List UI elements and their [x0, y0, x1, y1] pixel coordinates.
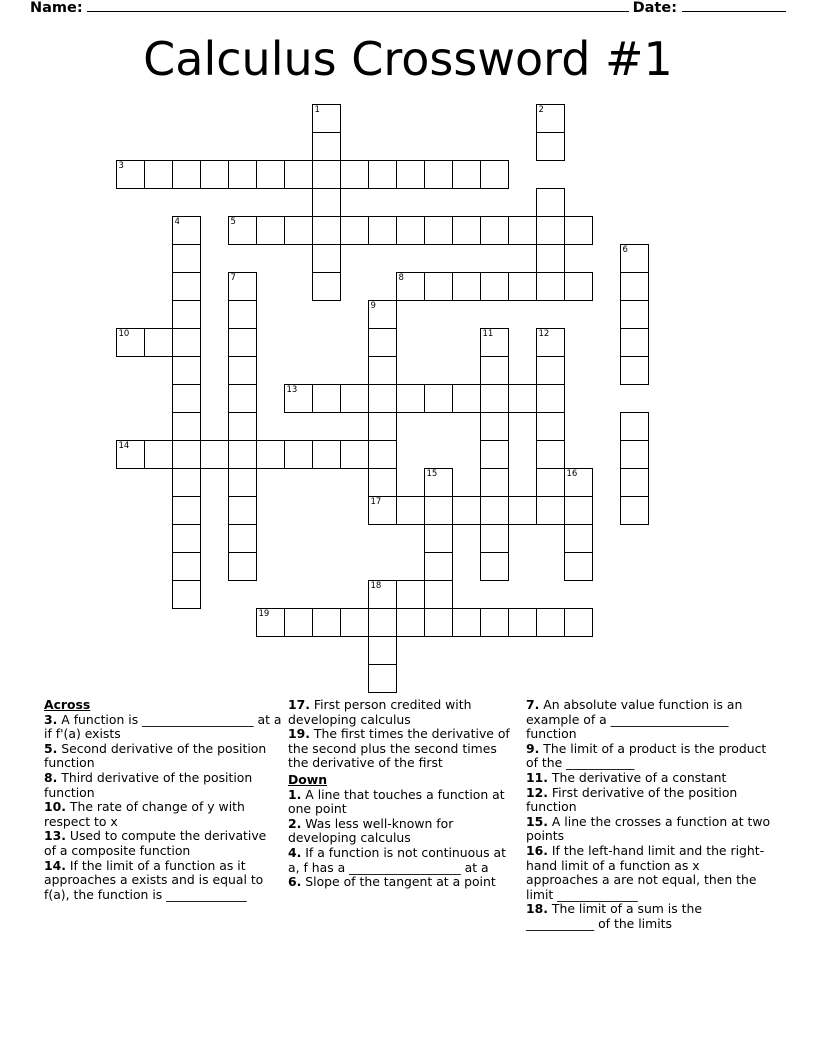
- grid-cell[interactable]: [172, 552, 201, 581]
- grid-cell[interactable]: [508, 272, 537, 301]
- grid-cell-number: 11: [482, 329, 494, 339]
- clue-item: [44, 742, 282, 771]
- grid-cell[interactable]: [452, 608, 481, 637]
- grid-cell[interactable]: [172, 160, 201, 189]
- grid-cell-numbered[interactable]: [424, 468, 453, 497]
- clue-number: 16.: [526, 842, 548, 858]
- grid-cell[interactable]: [340, 160, 369, 189]
- grid-cell[interactable]: [368, 440, 397, 469]
- grid-cell-number: 12: [538, 329, 550, 339]
- grid-cell[interactable]: [536, 356, 565, 385]
- grid-cell[interactable]: [172, 244, 201, 273]
- grid-cell-numbered[interactable]: [284, 384, 313, 413]
- grid-cell[interactable]: [564, 496, 593, 525]
- grid-cell[interactable]: [452, 216, 481, 245]
- grid-cell-number: 18: [370, 581, 382, 591]
- grid-cell[interactable]: [256, 160, 285, 189]
- grid-cell[interactable]: [144, 160, 173, 189]
- clue-text: The limit of a product is the product of the ___________: [526, 740, 767, 771]
- grid-cell-numbered[interactable]: [172, 216, 201, 245]
- grid-cell[interactable]: [424, 552, 453, 581]
- grid-cell-numbered[interactable]: [536, 104, 565, 133]
- grid-cell[interactable]: [172, 328, 201, 357]
- clue-column-3: [526, 698, 774, 932]
- clue-list-across-part2: [288, 698, 516, 771]
- clue-text: A line the crosses a function at two points: [526, 813, 771, 844]
- grid-cell[interactable]: [396, 608, 425, 637]
- grid-cell[interactable]: [228, 524, 257, 553]
- clue-number: 5.: [44, 740, 58, 756]
- grid-cell[interactable]: [424, 496, 453, 525]
- grid-cell[interactable]: [172, 412, 201, 441]
- grid-cell[interactable]: [284, 216, 313, 245]
- grid-cell[interactable]: [480, 216, 509, 245]
- grid-cell-numbered[interactable]: [116, 440, 145, 469]
- grid-cell[interactable]: [312, 440, 341, 469]
- clue-number: 4.: [288, 844, 302, 860]
- grid-cell[interactable]: [368, 160, 397, 189]
- grid-cell[interactable]: [424, 272, 453, 301]
- grid-cell[interactable]: [536, 216, 565, 245]
- grid-cell[interactable]: [536, 132, 565, 161]
- grid-cell[interactable]: [368, 216, 397, 245]
- clue-item: [288, 788, 516, 817]
- grid-cell[interactable]: [480, 524, 509, 553]
- grid-cell-number: 6: [622, 245, 628, 255]
- grid-cell-number: 8: [398, 273, 404, 283]
- clue-number: 19.: [288, 726, 310, 742]
- grid-cell[interactable]: [480, 160, 509, 189]
- clue-item: [44, 713, 282, 742]
- grid-cell[interactable]: [452, 160, 481, 189]
- grid-cell[interactable]: [536, 440, 565, 469]
- clue-item: [526, 786, 774, 815]
- grid-cell-numbered[interactable]: [620, 244, 649, 273]
- clue-item: [526, 815, 774, 844]
- grid-cell[interactable]: [312, 272, 341, 301]
- grid-cell-numbered[interactable]: [256, 608, 285, 637]
- grid-cell[interactable]: [536, 412, 565, 441]
- grid-cell[interactable]: [536, 272, 565, 301]
- clue-item: [288, 817, 516, 846]
- grid-cell-number: 2: [538, 105, 544, 115]
- date-write-line[interactable]: [682, 0, 786, 12]
- grid-cell[interactable]: [228, 468, 257, 497]
- grid-cell[interactable]: [172, 356, 201, 385]
- grid-cell[interactable]: [620, 440, 649, 469]
- grid-cell[interactable]: [424, 608, 453, 637]
- grid-cell[interactable]: [508, 608, 537, 637]
- grid-cell-number: 9: [370, 301, 376, 311]
- clue-text: First derivative of the position function: [526, 784, 738, 815]
- grid-cell[interactable]: [144, 440, 173, 469]
- grid-cell[interactable]: [620, 496, 649, 525]
- date-label: Date:: [632, 0, 677, 16]
- clue-text: The rate of change of y with respect to x: [44, 799, 245, 829]
- grid-cell-numbered[interactable]: [396, 272, 425, 301]
- grid-cell-number: 7: [230, 273, 236, 283]
- grid-cell[interactable]: [144, 328, 173, 357]
- clue-text: Second derivative of the position function: [44, 740, 267, 771]
- grid-cell[interactable]: [172, 384, 201, 413]
- grid-cell[interactable]: [340, 608, 369, 637]
- grid-cell-number: 5: [230, 217, 236, 227]
- grid-cell[interactable]: [480, 496, 509, 525]
- page-title: Calculus Crossword #1: [143, 32, 673, 86]
- clue-number: 15.: [526, 813, 548, 829]
- grid-cell-numbered[interactable]: [228, 216, 257, 245]
- clue-text: The limit of a sum is the ___________ of the limits: [526, 901, 702, 931]
- clue-item: [44, 829, 282, 858]
- grid-cell[interactable]: [228, 552, 257, 581]
- grid-cell[interactable]: [620, 300, 649, 329]
- clue-number: 1.: [288, 786, 302, 802]
- grid-cell[interactable]: [368, 412, 397, 441]
- clue-column-1: [44, 698, 282, 902]
- clue-list-across-part1: [44, 713, 282, 903]
- grid-cell[interactable]: [452, 384, 481, 413]
- grid-cell[interactable]: [284, 608, 313, 637]
- grid-cell[interactable]: [536, 496, 565, 525]
- grid-cell[interactable]: [620, 356, 649, 385]
- grid-cell[interactable]: [228, 160, 257, 189]
- grid-cell[interactable]: [228, 356, 257, 385]
- grid-cell[interactable]: [228, 412, 257, 441]
- grid-cell[interactable]: [536, 608, 565, 637]
- grid-cell[interactable]: [480, 608, 509, 637]
- clue-number: 18.: [526, 901, 548, 917]
- grid-cell-number: 15: [426, 469, 438, 479]
- clue-text: Was less well-known for developing calculus: [288, 815, 454, 846]
- grid-cell[interactable]: [228, 496, 257, 525]
- grid-cell[interactable]: [172, 440, 201, 469]
- grid-cell[interactable]: [620, 468, 649, 497]
- grid-cell[interactable]: [508, 216, 537, 245]
- grid-cell[interactable]: [312, 384, 341, 413]
- grid-cell-numbered[interactable]: [564, 468, 593, 497]
- grid-cell-number: 19: [258, 609, 270, 619]
- grid-cell-numbered[interactable]: [228, 272, 257, 301]
- clue-number: 7.: [526, 697, 540, 712]
- clue-text: Third derivative of the position function: [44, 769, 253, 800]
- grid-cell[interactable]: [368, 664, 397, 693]
- clue-number: 9.: [526, 740, 540, 756]
- grid-cell-numbered[interactable]: [480, 328, 509, 357]
- grid-cell[interactable]: [396, 216, 425, 245]
- grid-cell[interactable]: [312, 132, 341, 161]
- clue-list-down-part2: [526, 698, 774, 932]
- grid-cell[interactable]: [172, 524, 201, 553]
- grid-cell[interactable]: [172, 468, 201, 497]
- clue-item: [44, 771, 282, 800]
- grid-cell-numbered[interactable]: [312, 104, 341, 133]
- grid-cell[interactable]: [620, 272, 649, 301]
- name-label: Name:: [30, 0, 83, 16]
- grid-cell[interactable]: [564, 524, 593, 553]
- grid-cell-numbered[interactable]: [368, 300, 397, 329]
- grid-cell[interactable]: [340, 384, 369, 413]
- grid-cell[interactable]: [480, 468, 509, 497]
- grid-cell[interactable]: [368, 468, 397, 497]
- grid-cell[interactable]: [396, 496, 425, 525]
- across-header: Across: [44, 697, 91, 712]
- grid-cell-numbered[interactable]: [116, 328, 145, 357]
- grid-cell[interactable]: [340, 440, 369, 469]
- grid-cell-number: 14: [118, 441, 130, 451]
- clue-number: 6.: [288, 874, 302, 890]
- clue-item: [288, 846, 516, 875]
- clue-text: If the left-hand limit and the right-hand limit of a function as x approaches a are not equal, then the limit _____________: [526, 842, 765, 902]
- grid-cell[interactable]: [368, 356, 397, 385]
- clue-text: A function is __________________ at a if f'(a) exists: [44, 711, 282, 742]
- grid-cell[interactable]: [228, 328, 257, 357]
- grid-cell-number: 10: [118, 329, 130, 339]
- grid-cell[interactable]: [480, 552, 509, 581]
- grid-cell[interactable]: [312, 244, 341, 273]
- clue-text: An absolute value function is an example of a ___________________ function: [526, 697, 743, 742]
- clue-item: [526, 771, 774, 786]
- grid-cell[interactable]: [396, 384, 425, 413]
- clue-text: A line that touches a function at one point: [288, 786, 505, 817]
- grid-cell[interactable]: [200, 160, 229, 189]
- grid-cell[interactable]: [228, 440, 257, 469]
- name-write-line[interactable]: [87, 0, 629, 12]
- grid-cell-number: 4: [174, 217, 180, 227]
- grid-cell[interactable]: [564, 272, 593, 301]
- grid-cell[interactable]: [228, 384, 257, 413]
- grid-cell[interactable]: [312, 216, 341, 245]
- clue-number: 14.: [44, 857, 66, 873]
- grid-cell[interactable]: [396, 160, 425, 189]
- grid-cell[interactable]: [508, 384, 537, 413]
- grid-cell[interactable]: [620, 328, 649, 357]
- grid-cell[interactable]: [536, 468, 565, 497]
- grid-cell[interactable]: [480, 440, 509, 469]
- clue-item: [526, 742, 774, 771]
- grid-cell[interactable]: [284, 440, 313, 469]
- crossword-grid[interactable]: [0, 104, 816, 694]
- grid-cell[interactable]: [424, 524, 453, 553]
- clue-section: [44, 698, 774, 968]
- grid-cell[interactable]: [508, 496, 537, 525]
- clue-list-down-part1: [288, 788, 516, 890]
- grid-cell-number: 13: [286, 385, 298, 395]
- grid-cell[interactable]: [424, 160, 453, 189]
- grid-cell[interactable]: [536, 384, 565, 413]
- clue-item: [526, 902, 774, 931]
- grid-cell[interactable]: [256, 216, 285, 245]
- clue-number: 11.: [526, 769, 548, 785]
- clue-number: 17.: [288, 697, 310, 712]
- grid-cell[interactable]: [340, 216, 369, 245]
- clue-item: [44, 800, 282, 829]
- grid-cell[interactable]: [480, 384, 509, 413]
- clue-text: Slope of the tangent at a point: [301, 874, 496, 890]
- clue-number: 2.: [288, 815, 302, 831]
- clue-item: [526, 698, 774, 742]
- grid-cell[interactable]: [312, 160, 341, 189]
- grid-cell[interactable]: [172, 580, 201, 609]
- grid-cell[interactable]: [480, 272, 509, 301]
- grid-cell[interactable]: [228, 300, 257, 329]
- grid-cell[interactable]: [312, 188, 341, 217]
- grid-cell[interactable]: [172, 496, 201, 525]
- grid-cell[interactable]: [424, 384, 453, 413]
- grid-cell[interactable]: [480, 412, 509, 441]
- grid-cell[interactable]: [536, 244, 565, 273]
- clue-text: The first times the derivative of the second plus the second times the derivative of the first: [288, 726, 510, 771]
- clue-number: 13.: [44, 828, 66, 844]
- clue-text: First person credited with developing calculus: [288, 697, 472, 727]
- grid-cell[interactable]: [172, 272, 201, 301]
- grid-cell-number: 1: [314, 105, 320, 115]
- grid-cell[interactable]: [396, 580, 425, 609]
- grid-cell[interactable]: [368, 328, 397, 357]
- grid-cell[interactable]: [200, 440, 229, 469]
- grid-cell[interactable]: [368, 636, 397, 665]
- grid-cell[interactable]: [564, 608, 593, 637]
- clue-item: [526, 844, 774, 902]
- grid-cell[interactable]: [536, 188, 565, 217]
- grid-cell[interactable]: [312, 608, 341, 637]
- grid-cell[interactable]: [480, 356, 509, 385]
- grid-cell[interactable]: [620, 412, 649, 441]
- grid-cell[interactable]: [284, 160, 313, 189]
- clue-number: 8.: [44, 769, 58, 785]
- clue-text: If a function is not continuous at a, f has a __________________ at a: [288, 844, 506, 875]
- grid-cell-numbered[interactable]: [116, 160, 145, 189]
- grid-cell-number: 17: [370, 497, 382, 507]
- grid-cell[interactable]: [256, 440, 285, 469]
- clue-number: 10.: [44, 799, 66, 815]
- grid-cell-number: 3: [118, 161, 124, 171]
- down-header: Down: [288, 771, 328, 787]
- clue-text: If the limit of a function as it approaches a exists and is equal to f(a), the function is _____________: [44, 857, 264, 902]
- clue-item: [288, 727, 516, 771]
- clue-text: Used to compute the derivative of a composite function: [44, 828, 267, 858]
- grid-cell-numbered[interactable]: [536, 328, 565, 357]
- grid-cell-numbered[interactable]: [368, 580, 397, 609]
- clue-item: [288, 698, 516, 727]
- clue-number: 3.: [44, 711, 58, 727]
- grid-cell[interactable]: [368, 384, 397, 413]
- grid-cell[interactable]: [172, 300, 201, 329]
- name-date-row: [30, 0, 786, 16]
- clue-column-2: [288, 698, 516, 890]
- grid-cell-numbered[interactable]: [368, 496, 397, 525]
- grid-cell[interactable]: [564, 216, 593, 245]
- grid-cell-number: 16: [566, 469, 578, 479]
- grid-cell[interactable]: [424, 216, 453, 245]
- grid-cell[interactable]: [452, 496, 481, 525]
- clue-number: 12.: [526, 784, 548, 800]
- clue-item: [288, 875, 516, 890]
- clue-item: [44, 859, 282, 903]
- grid-cell[interactable]: [452, 272, 481, 301]
- grid-cell[interactable]: [564, 552, 593, 581]
- clue-text: The derivative of a constant: [547, 769, 727, 785]
- grid-cell[interactable]: [368, 608, 397, 637]
- grid-cell[interactable]: [424, 580, 453, 609]
